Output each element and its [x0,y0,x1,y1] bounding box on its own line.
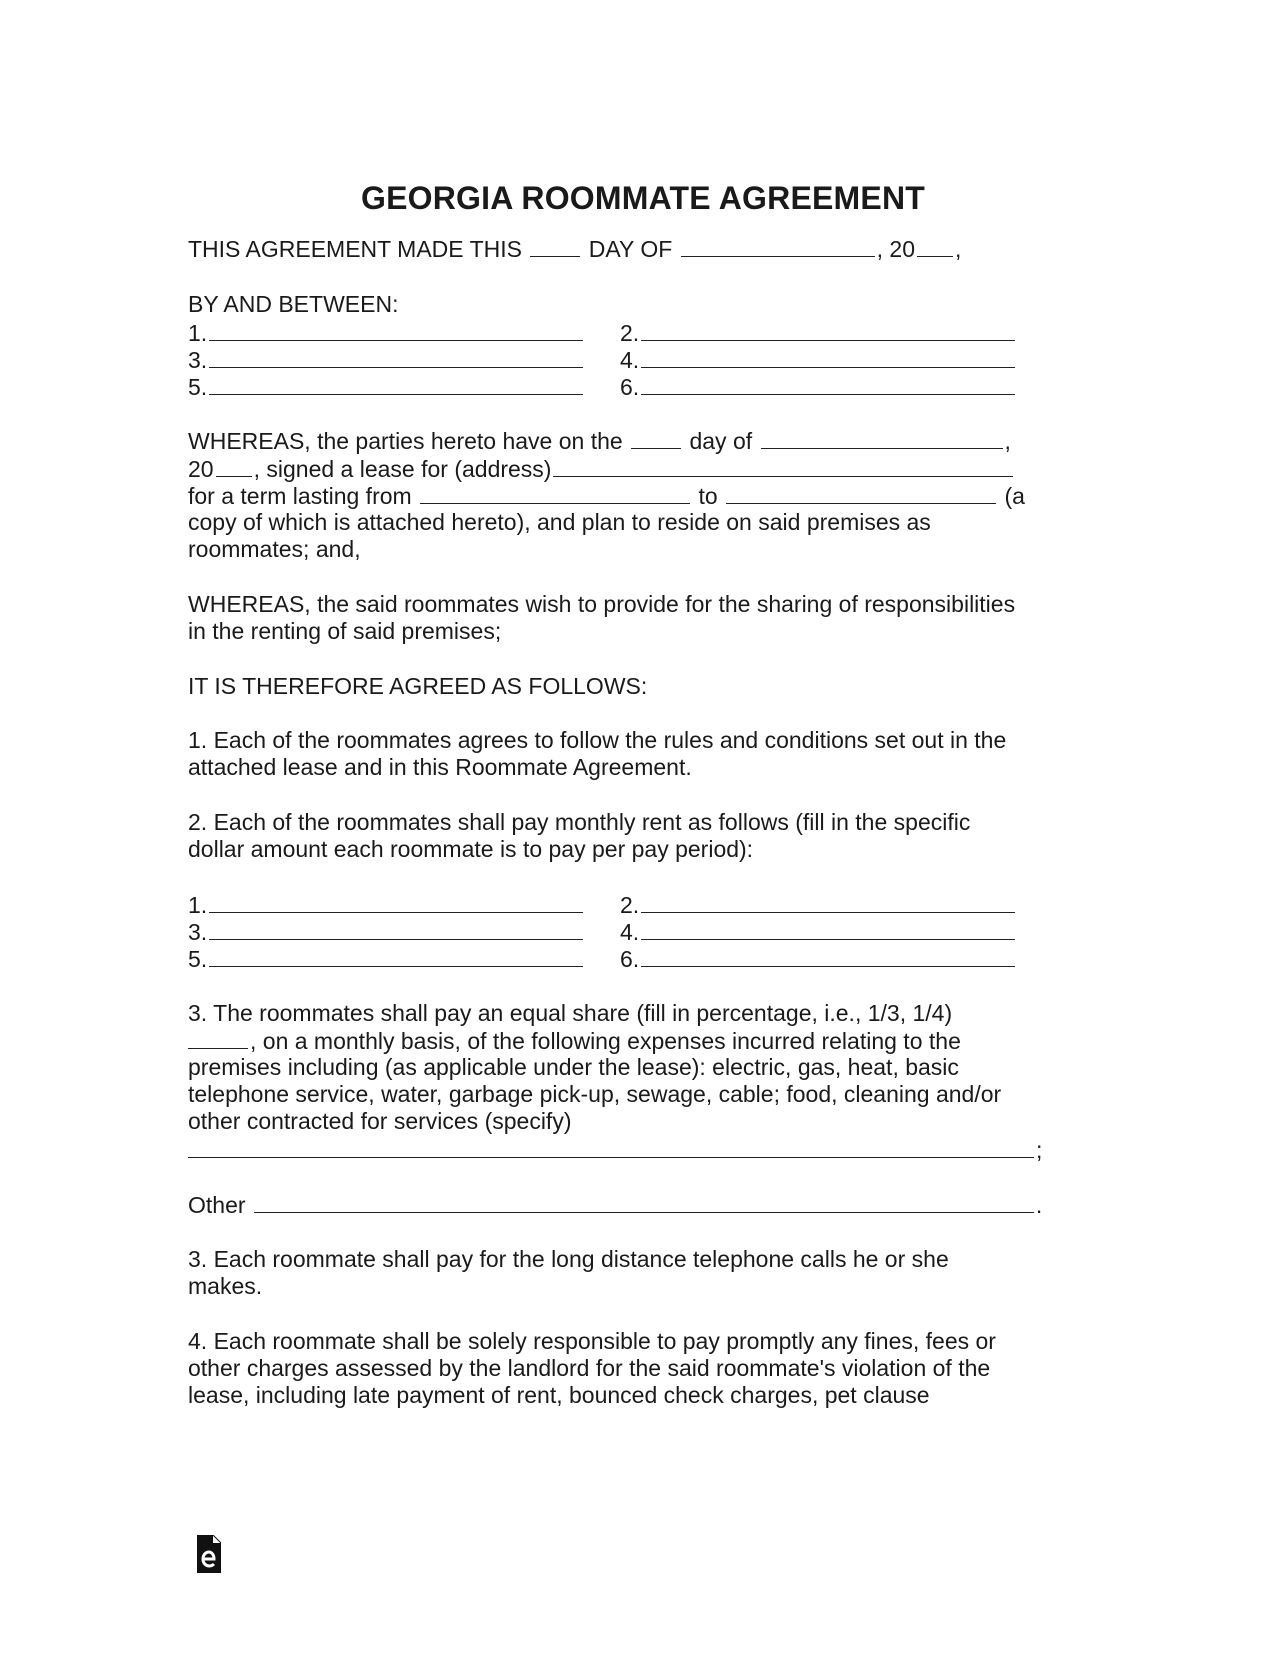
party-number: 6. [620,374,640,400]
party-row [188,318,640,348]
agreed-heading: IT IS THEREFORE AGREED AS FOLLOWS: [188,673,648,699]
whereas1-line5: roommates; and, [188,536,361,562]
party-row [188,345,640,375]
percentage-blank[interactable] [188,1026,248,1049]
between-label: BY AND BETWEEN: [188,291,399,317]
month-blank[interactable] [681,234,875,257]
rent-number: 1. [188,892,208,918]
other-line [188,1190,1042,1220]
rent-number: 6. [620,946,640,972]
intro-text-4: , [955,236,962,262]
rent-row [188,917,640,947]
clause3-text: ; [1036,1137,1043,1163]
whereas1-text: , [1004,428,1011,454]
lease-year-blank[interactable] [216,454,252,477]
intro-line [188,234,961,264]
whereas1-line2 [188,454,1015,484]
term-start-blank[interactable] [420,481,690,504]
other-label: Other [188,1192,246,1218]
whereas1-text: day of [689,428,753,454]
clause3-text: , on a monthly basis, of the following expenses incurred relating to the [250,1028,961,1054]
clause4-line3: lease, including late payment of rent, bounced check charges, pet clause [188,1382,930,1408]
party-number: 3. [188,347,208,373]
clause3-line3: premises including (as applicable under the lease): electric, gas, heat, basic [188,1054,959,1080]
clause3-line5: other contracted for services (specify) [188,1108,572,1134]
whereas1-line1 [188,426,1011,456]
clause4-line1: 4. Each roommate shall be solely responsible to pay promptly any fines, fees or [188,1328,996,1354]
clause3b-line1: 3. Each roommate shall pay for the long distance telephone calls he or she [188,1246,949,1272]
party-number: 4. [620,347,640,373]
rent-number: 4. [620,919,640,945]
clause3-line6 [188,1135,1042,1165]
rent-number: 2. [620,892,640,918]
whereas1-text: to [698,483,718,509]
rent-row [188,890,640,920]
clause1-line2: attached lease and in this Roommate Agreement. [188,754,692,780]
other-text: . [1035,1192,1043,1218]
document-logo-icon [195,1535,223,1575]
whereas1-text: (a [1004,483,1025,509]
clause2-line1: 2. Each of the roommates shall pay monthly rent as follows (fill in the specific [188,809,971,835]
whereas1-text: 20 [188,456,214,482]
party-name-blank[interactable] [209,372,583,395]
lease-month-blank[interactable] [761,426,1003,449]
party-name-blank[interactable] [209,345,583,368]
party-name-blank[interactable] [641,345,1015,368]
document-title: GEORGIA ROOMMATE AGREEMENT [360,180,925,216]
term-end-blank[interactable] [726,481,996,504]
whereas2-line1: WHEREAS, the said roommates wish to provide for the sharing of responsibilities [188,591,1016,617]
party-number: 2. [620,320,640,346]
whereas1-text: , signed a lease for (address) [253,456,552,482]
clause2-line2: dollar amount each roommate is to pay per pay period): [188,836,754,862]
day-blank[interactable] [530,234,580,257]
clause3-line2 [188,1026,961,1056]
whereas1-text: WHEREAS, the parties hereto have on the [188,428,623,454]
rent-amount-blank[interactable] [209,890,583,913]
lease-day-blank[interactable] [631,426,681,449]
whereas1-text: for a term lasting from [188,483,412,509]
party-name-blank[interactable] [641,372,1015,395]
rent-amount-blank[interactable] [209,917,583,940]
intro-text-3: , 20 [876,236,916,262]
clause3-line4: telephone service, water, garbage pick-up, sewage, cable; food, cleaning and/or [188,1081,1002,1107]
party-number: 5. [188,374,208,400]
services-blank[interactable] [188,1135,1034,1158]
party-row [188,372,640,402]
rent-amount-blank[interactable] [209,944,583,967]
clause4-line2: other charges assessed by the landlord for the said roommate's violation of the [188,1355,991,1381]
address-blank[interactable] [553,454,1013,477]
intro-text-2: DAY OF [588,236,673,262]
party-name-blank[interactable] [641,318,1015,341]
whereas2-line2: in the renting of said premises; [188,618,502,644]
rent-row [188,944,640,974]
rent-amount-blank[interactable] [641,944,1015,967]
clause3b-line2: makes. [188,1273,263,1299]
other-blank[interactable] [254,1190,1034,1213]
intro-text-1: THIS AGREEMENT MADE THIS [188,236,522,262]
whereas1-line4: copy of which is attached hereto), and plan to reside on said premises as [188,509,931,535]
rent-number: 3. [188,919,208,945]
party-number: 1. [188,320,208,346]
clause1-line1: 1. Each of the roommates agrees to follow the rules and conditions set out in the [188,727,1007,753]
clause3-line1: 3. The roommates shall pay an equal share (fill in percentage, i.e., 1/3, 1/4) [188,1000,953,1026]
rent-amount-blank[interactable] [641,890,1015,913]
rent-number: 5. [188,946,208,972]
year-blank[interactable] [917,234,953,257]
whereas1-line3 [188,481,1025,511]
rent-amount-blank[interactable] [641,917,1015,940]
party-name-blank[interactable] [209,318,583,341]
